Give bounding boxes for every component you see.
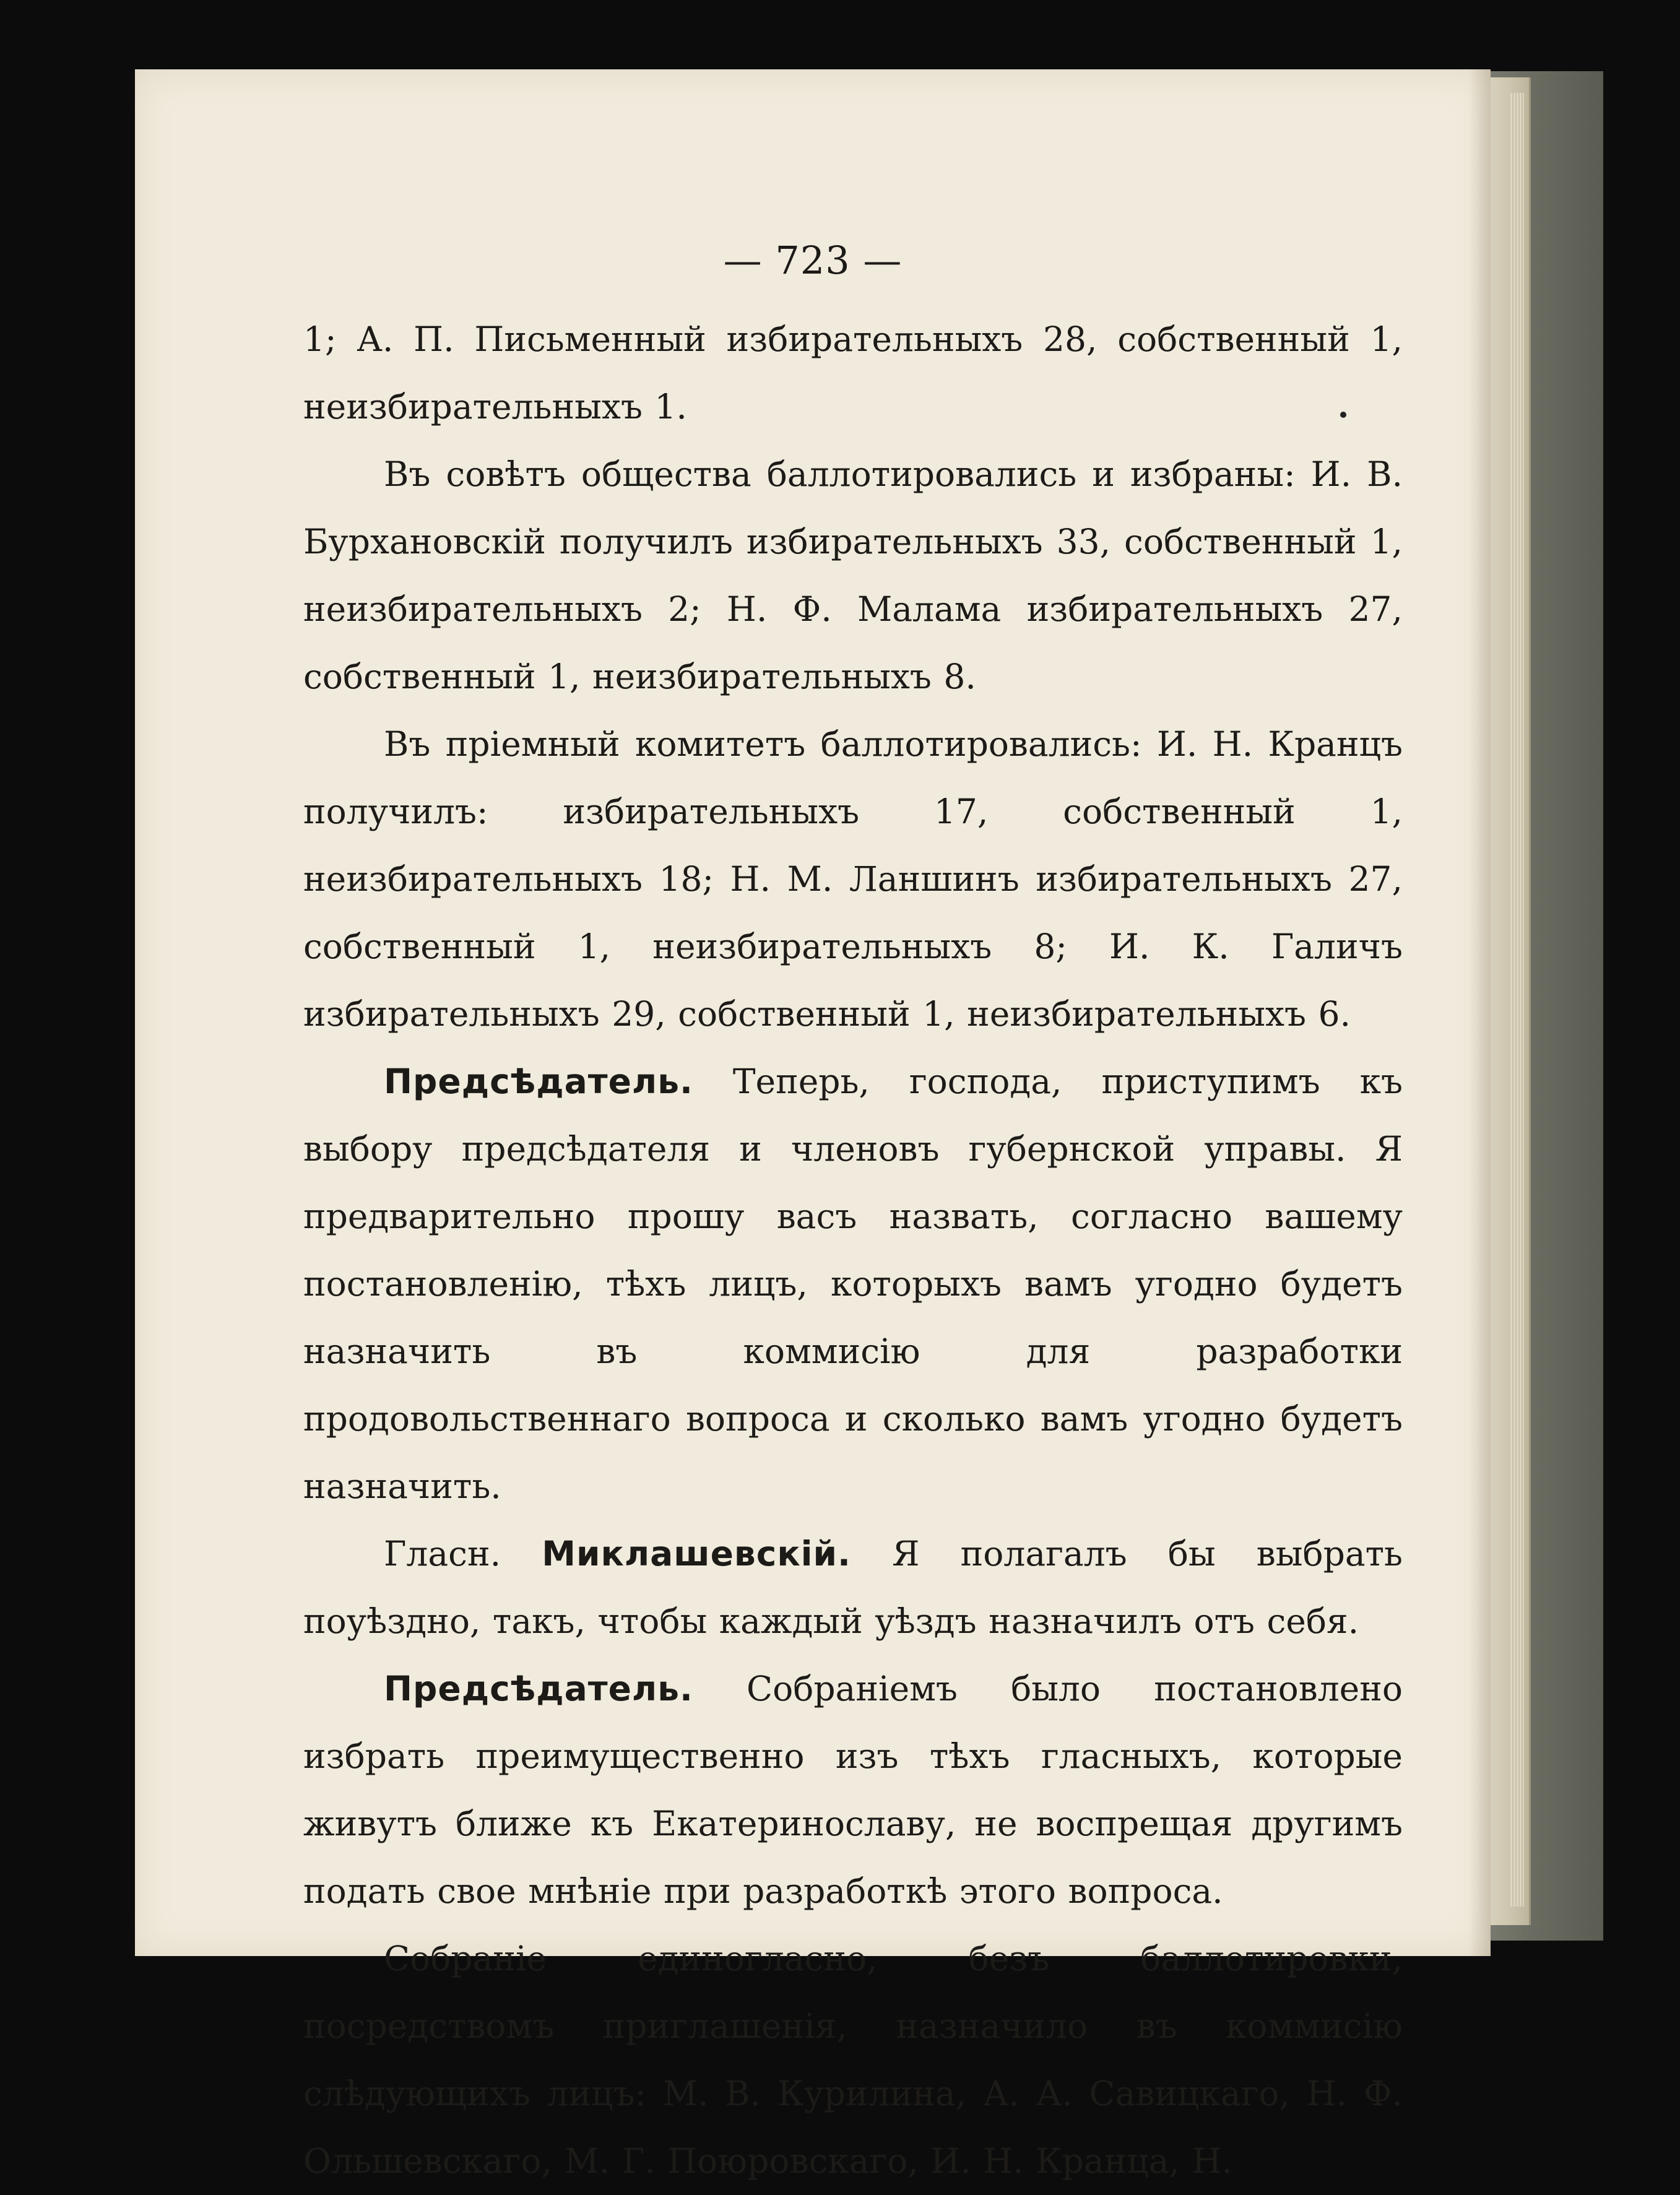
speaker-name: Предсѣдатель. xyxy=(384,1062,693,1101)
page-stack-edge xyxy=(1486,77,1531,1925)
paragraph-6 xyxy=(303,1655,1403,1925)
paragraph-5 xyxy=(303,1520,1403,1655)
page-leaves-texture xyxy=(1510,93,1524,1907)
paragraph-1 xyxy=(303,306,1403,441)
paragraph-text: Собраніе единогласно, безъ баллотировки, посредствомъ приглашенія, назначило въ коммисію слѣдующихъ лицъ: М. В. Курилина, А. А. Савицкаго, Н. Ф. Ольшевскаго, М. Г. Поюровскаго, И. Н. Кранца, Н. xyxy=(303,1939,1403,2181)
book-page xyxy=(135,69,1491,2181)
paragraph-4 xyxy=(303,1048,1403,1520)
paragraph-2 xyxy=(303,441,1403,711)
paragraph-text: Собраніемъ было постановлено избрать преимущественно изъ тѣхъ гласныхъ, которые живутъ ближе къ Екатеринославу, не воспрещая другимъ подать свое мнѣніе при разработкѣ этого вопроса. xyxy=(303,1669,1403,1911)
paragraph-text: Въ совѣтъ общества баллотировались и избраны: И. В. Бурхановскій получилъ избирательныхъ 33, собственный 1, неизбирательныхъ 2; Н. Ф. Малама избирательныхъ 27, собственный 1, неизбирательныхъ 8. xyxy=(303,454,1403,696)
paragraph-text: Теперь, господа, приступимъ къ выбору предсѣдателя и членовъ губернской управы. Я предварительно прошу васъ назвать, согласно вашему постановленію, тѣхъ лицъ, которыхъ вамъ угодно будетъ назначить въ коммисію для разработки продовольственнаго вопроса и сколько вамъ угодно будетъ назначить. xyxy=(303,1062,1403,1506)
paragraph-3 xyxy=(303,711,1403,1048)
paragraph-text: Я полагалъ бы выбрать поуѣздно, такъ, чтобы каждый уѣздъ назначилъ отъ себя. xyxy=(303,1534,1403,1641)
speaker-name: Миклашевскій. xyxy=(542,1534,851,1574)
paragraph-7 xyxy=(303,1925,1403,2195)
page-number: — 723 — xyxy=(723,238,903,283)
speaker-name: Предсѣдатель. xyxy=(384,1669,693,1708)
paragraph-text: 1; А. П. Письменный избирательныхъ 28, собственный 1, неизбирательныхъ 1. xyxy=(303,319,1403,426)
speaker-prefix: Гласн. xyxy=(384,1534,542,1574)
paragraph-text: Въ пріемный комитетъ баллотировались: И. Н. Кранцъ получилъ: избирательныхъ 17, собственный 1, неизбирательныхъ 18; Н. М. Ланшинъ избирательныхъ 27, собственный 1, неизбирательныхъ 8; И. К. Галичъ избирательныхъ 29, собственный 1, неизбирательныхъ 6. xyxy=(303,724,1403,1034)
ink-speck xyxy=(1340,412,1346,418)
page-text xyxy=(303,306,1403,2195)
